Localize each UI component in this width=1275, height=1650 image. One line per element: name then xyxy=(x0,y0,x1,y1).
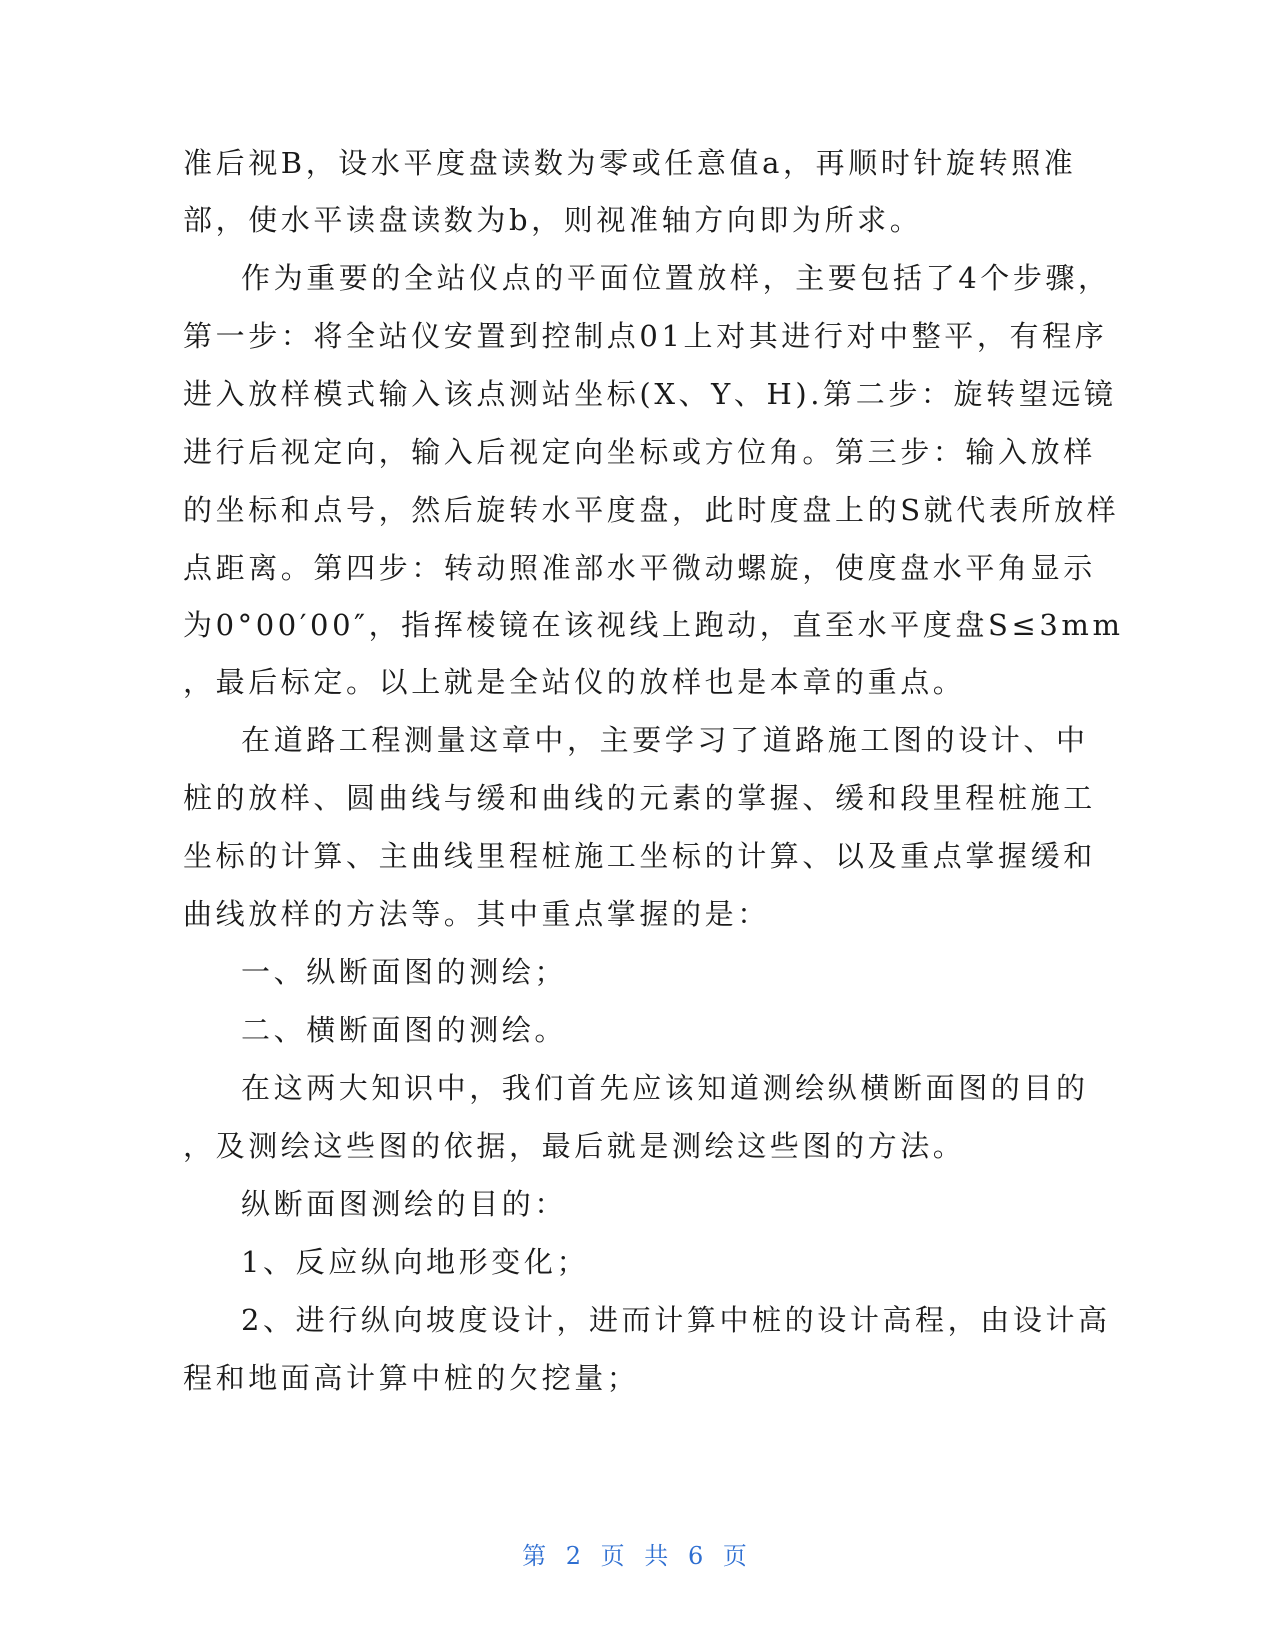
paragraph-start-line: 在道路工程测量这章中，主要学习了道路施工图的设计、中 xyxy=(241,723,1089,757)
paragraph-start-line: 在这两大知识中，我们首先应该知道测绘纵横断面图的目的 xyxy=(241,1071,1089,1105)
text-line: 桩的放样、圆曲线与缓和曲线的元素的掌握、缓和段里程桩施工 xyxy=(183,781,1096,815)
list-item: 一、纵断面图的测绘； xyxy=(241,955,568,989)
text-line: ，最后标定。以上就是全站仪的放样也是本章的重点。 xyxy=(183,665,966,699)
list-item: 二、横断面图的测绘。 xyxy=(241,1013,568,1047)
text-line: 点距离。第四步：转动照准部水平微动螺旋，使度盘水平角显示 xyxy=(183,551,1096,585)
list-item: 1、反应纵向地形变化； xyxy=(241,1245,590,1279)
text-line: 部，使水平读盘读数为b，则视准轴方向即为所求。 xyxy=(183,203,923,237)
text-line: 曲线放样的方法等。其中重点掌握的是： xyxy=(183,897,770,931)
paragraph-start-line: 作为重要的全站仪点的平面位置放样，主要包括了4个步骤， xyxy=(241,261,1111,295)
text-line: 进行后视定向，输入后视定向坐标或方位角。第三步：输入放样 xyxy=(183,435,1096,469)
text-line: 的坐标和点号，然后旋转水平度盘，此时度盘上的S就代表所放样 xyxy=(183,493,1120,527)
section-heading: 纵断面图测绘的目的： xyxy=(241,1187,568,1221)
page-number-footer: 第 2 页 共 6 页 xyxy=(522,1542,753,1570)
text-line: 第一步：将全站仪安置到控制点01上对其进行对中整平，有程序 xyxy=(183,319,1108,353)
text-line: ，及测绘这些图的依据，最后就是测绘这些图的方法。 xyxy=(183,1129,966,1163)
list-item: 2、进行纵向坡度设计，进而计算中桩的设计高程，由设计高 xyxy=(241,1303,1111,1337)
text-line: 进入放样模式输入该点测站坐标(X、Y、H).第二步：旋转望远镜 xyxy=(183,377,1117,411)
text-line: 准后视B，设水平度盘读数为零或任意值a，再顺时针旋转照准 xyxy=(183,146,1077,180)
text-line: 坐标的计算、主曲线里程桩施工坐标的计算、以及重点掌握缓和 xyxy=(183,839,1096,873)
text-line: 为0°00′00″，指挥棱镜在该视线上跑动，直至水平度盘S≤3mm xyxy=(183,608,1124,642)
text-line: 程和地面高计算中桩的欠挖量； xyxy=(183,1361,640,1395)
